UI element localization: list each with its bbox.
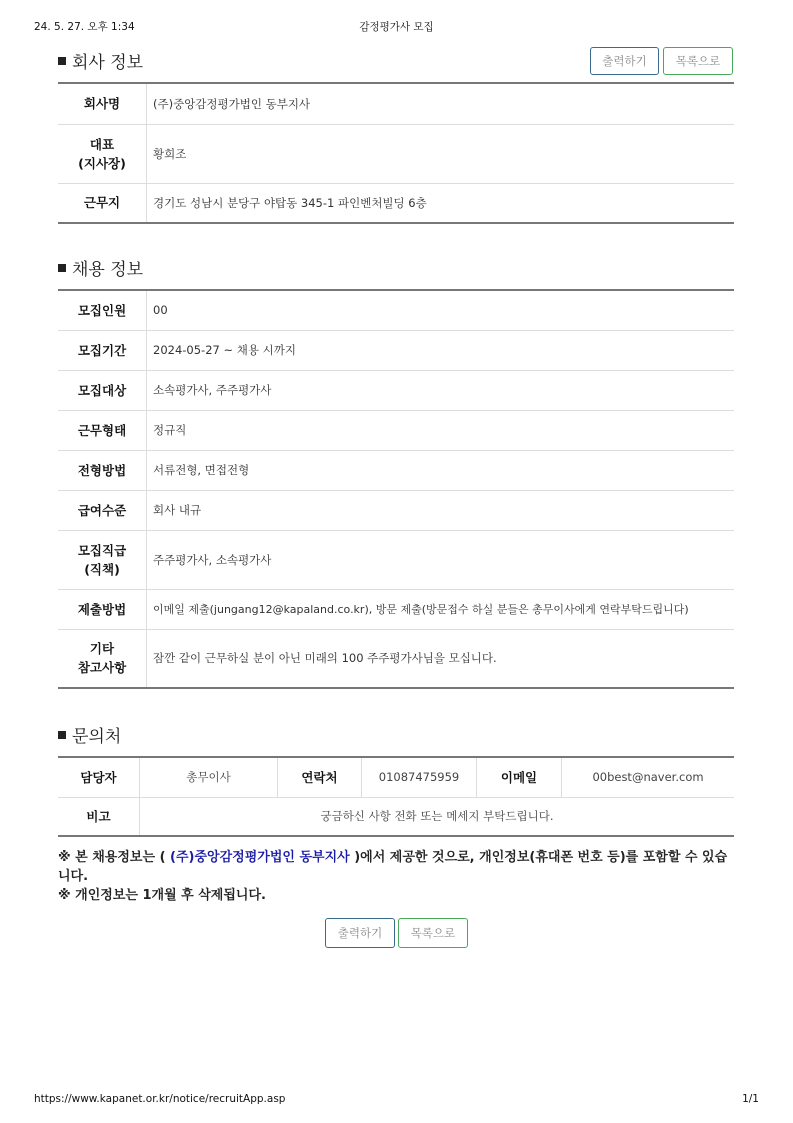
row-value: 이메일 제출(jungang12@kapaland.co.kr), 방문 제출(방문접수 하실 분들은 총무이사에게 연락부탁드립니다) (147, 589, 735, 629)
row-label: 모집직급 (직책) (58, 530, 147, 589)
list-button-top[interactable]: 목록으로 (663, 47, 733, 75)
phone-value: 01087475959 (362, 757, 477, 797)
row-value: 잠깐 같이 근무하실 분이 아닌 미래의 100 주주평가사님을 모십니다. (153, 651, 497, 666)
table-row (58, 83, 734, 124)
notice-line-1: ※ 본 채용정보는 ( (주)중앙감정평가법인 동부지사 )에서 제공한 것으로, 개인정보(휴대폰 번호 등)를 포함할 수 있습니다. (58, 850, 728, 884)
print-footer (34, 1093, 759, 1109)
row-value: 주주평가사, 소속평가사 (147, 530, 735, 589)
table-row (58, 330, 734, 370)
row-label: 근무지 (58, 183, 147, 223)
table-row (58, 797, 734, 836)
row-value: 소속평가사, 주주평가사 (147, 370, 735, 410)
note-value: 궁금하신 사항 전화 또는 메세지 부탁드립니다. (320, 809, 554, 824)
row-label: 모집기간 (58, 330, 147, 370)
table-row (58, 290, 734, 330)
table-row (58, 629, 734, 688)
square-bullet-icon (58, 264, 66, 272)
table-row (58, 124, 734, 183)
print-doc-title: 감정평가사 모집 (359, 21, 434, 33)
row-value: 00 (147, 290, 735, 330)
notice-company-name: (주)중앙감정평가법인 동부지사 (170, 850, 350, 865)
row-label: 제출방법 (58, 589, 147, 629)
manager-label: 담당자 (58, 757, 140, 797)
row-label: 대표 (지사장) (58, 124, 147, 183)
email-label: 이메일 (477, 757, 562, 797)
print-datetime: 24. 5. 27. 오후 1:34 (34, 21, 135, 33)
row-label: 회사명 (58, 83, 147, 124)
square-bullet-icon (58, 57, 66, 65)
table-row (58, 183, 734, 223)
list-button-bottom[interactable]: 목록으로 (398, 918, 468, 948)
row-value: 회사 내규 (147, 490, 735, 530)
note-label: 비고 (58, 797, 140, 836)
row-value: 정규직 (147, 410, 735, 450)
square-bullet-icon (58, 731, 66, 739)
table-row (58, 530, 734, 589)
email-value: 00best@naver.com (562, 757, 735, 797)
contact-table (58, 756, 734, 837)
print-url: https://www.kapanet.or.kr/notice/recruitApp.asp (34, 1093, 286, 1105)
company-section-title-text: 회사 정보 (72, 53, 144, 73)
manager-value: 총무이사 (140, 757, 278, 797)
row-value: 서류전형, 면접전형 (147, 450, 735, 490)
row-value: 2024-05-27 ~ 채용 시까지 (147, 330, 735, 370)
row-label: 모집대상 (58, 370, 147, 410)
contact-section-title-text: 문의처 (72, 727, 122, 747)
row-label: 급여수준 (58, 490, 147, 530)
contact-section-title (58, 722, 121, 747)
table-row (58, 490, 734, 530)
print-button-top[interactable]: 출력하기 (590, 47, 659, 75)
table-row (58, 450, 734, 490)
notice-line-2: ※ 개인정보는 1개월 후 삭제됩니다. (58, 888, 266, 903)
privacy-notice (58, 848, 738, 905)
row-label: 기타 참고사항 (58, 629, 147, 688)
row-label: 전형방법 (58, 450, 147, 490)
table-row (58, 410, 734, 450)
row-value: (주)중앙감정평가법인 동부지사 (147, 83, 735, 124)
print-header (34, 19, 759, 35)
company-info-table (58, 82, 734, 224)
recruit-info-table (58, 289, 734, 689)
print-page-number: 1/1 (742, 1093, 759, 1105)
print-button-bottom[interactable]: 출력하기 (325, 918, 395, 948)
table-row (58, 370, 734, 410)
recruit-section-title-text: 채용 정보 (72, 260, 144, 280)
company-section-title (58, 48, 143, 73)
row-value: 황희조 (147, 124, 735, 183)
row-value: 경기도 성남시 분당구 야탑동 345-1 파인벤처빌딩 6층 (153, 195, 427, 210)
recruit-section-title (58, 255, 143, 280)
row-label: 모집인원 (58, 290, 147, 330)
row-label: 근무형태 (58, 410, 147, 450)
table-row (58, 757, 734, 797)
table-row (58, 589, 734, 629)
phone-label: 연락처 (278, 757, 362, 797)
